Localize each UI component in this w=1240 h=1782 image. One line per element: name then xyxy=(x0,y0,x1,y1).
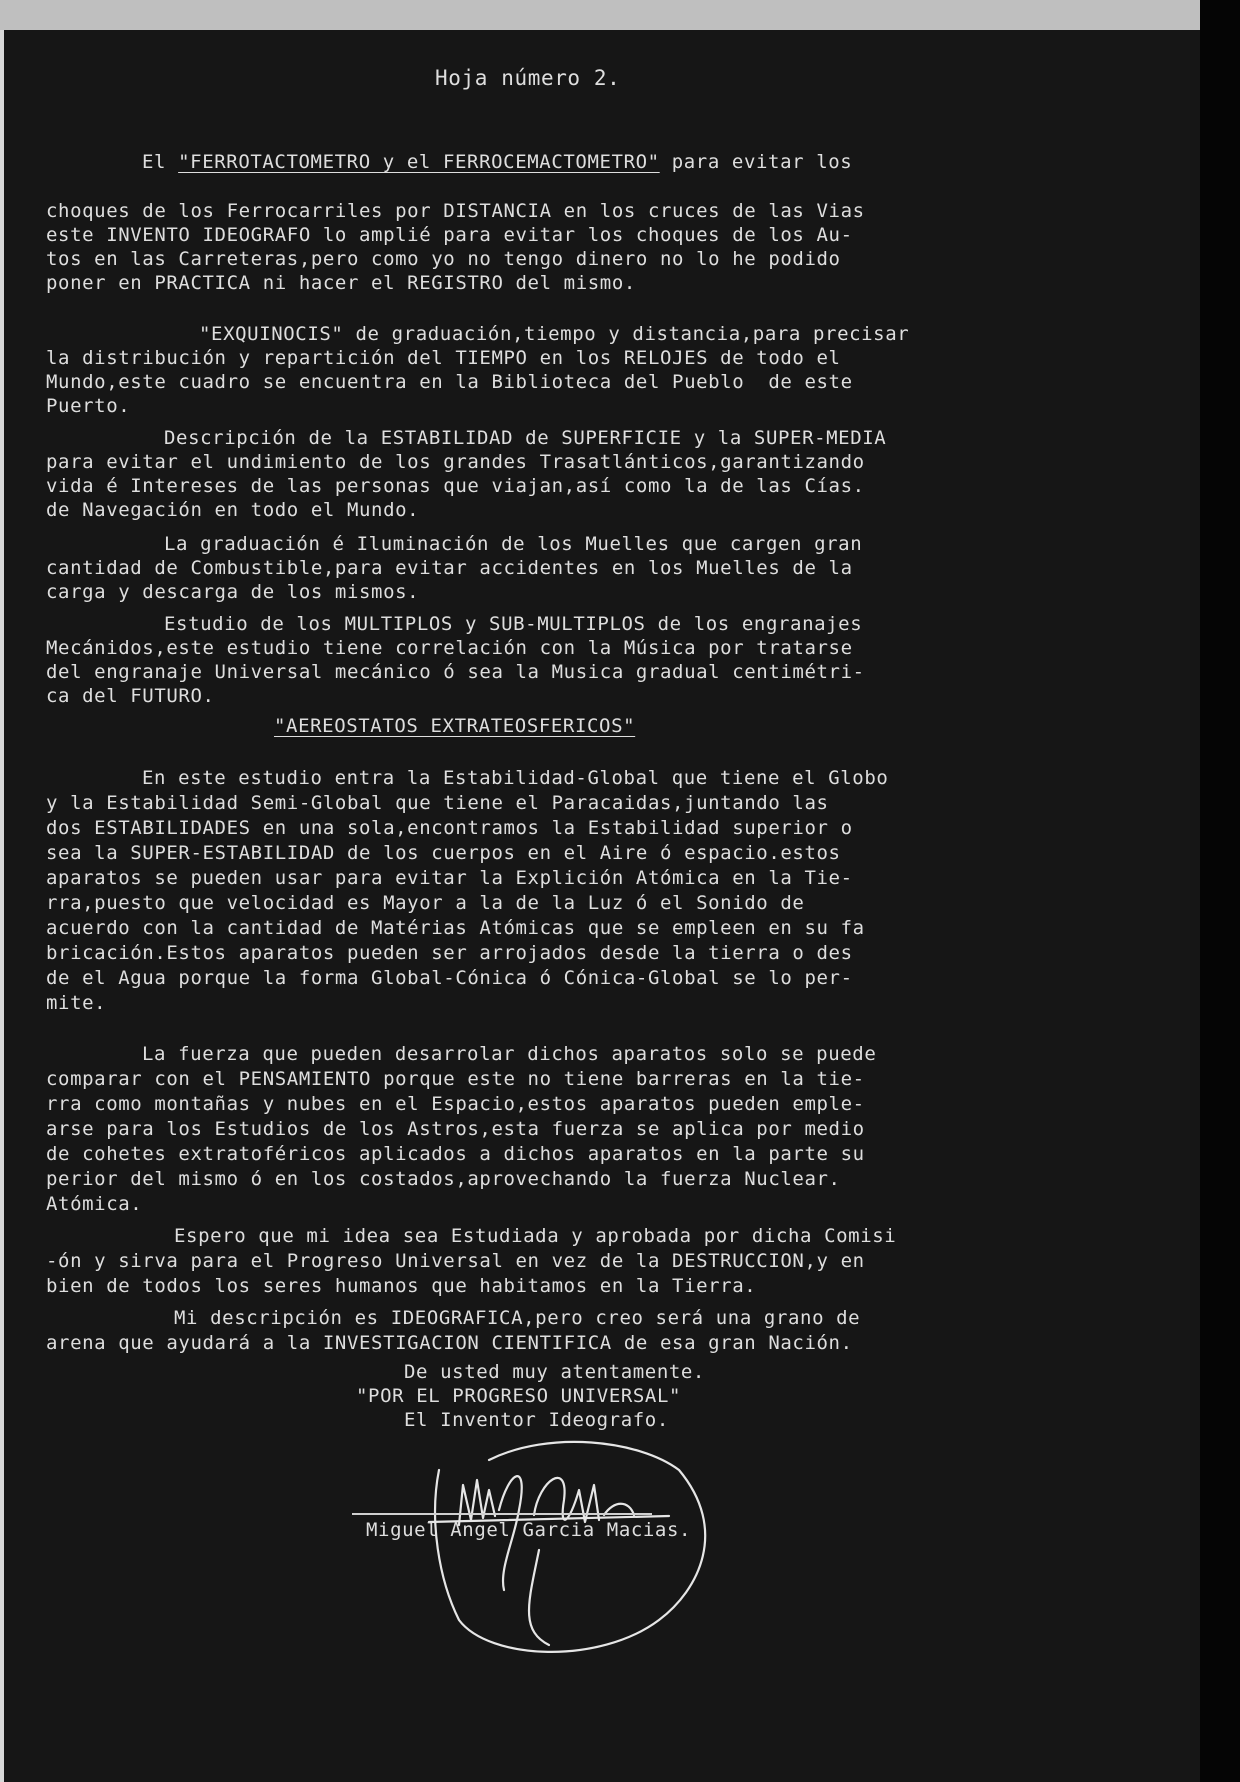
text-line: cantidad de Combustible,para evitar accidentes en los Muelles de la xyxy=(46,557,853,579)
document-heading xyxy=(142,150,852,174)
signature-name: Miguel Angel Garcia Macias. xyxy=(366,1519,692,1541)
text-line: perior del mismo ó en los costados,aprovechando la fuerza Nuclear. xyxy=(46,1168,841,1190)
text-line: arena que ayudará a la INVESTIGACION CIENTIFICA de esa gran Nación. xyxy=(46,1332,853,1354)
text-line: Estudio de los MULTIPLOS y SUB-MULTIPLOS de los engranajes xyxy=(164,613,863,635)
text-line: aparatos se pueden usar para evitar la Explición Atómica en la Tie- xyxy=(46,867,853,889)
text-line: dos ESTABILIDADES en una sola,encontramos la Estabilidad superior o xyxy=(46,817,853,839)
scan-margin xyxy=(1200,0,1240,1782)
text-line: tos en las Carreteras,pero como yo no tengo dinero no lo he podido xyxy=(46,248,841,270)
text-line: Descripción de la ESTABILIDAD de SUPERFICIE y la SUPER-MEDIA xyxy=(164,427,887,449)
text-line: de cohetes extratoféricos aplicados a dichos aparatos en la parte su xyxy=(46,1143,865,1165)
text-line: de el Agua porque la forma Global-Cónica ó Cónica-Global se lo per- xyxy=(46,967,853,989)
text-line: para evitar el undimiento de los grandes Trasatlánticos,garantizando xyxy=(46,451,865,473)
text-line: Mi descripción es IDEOGRAFICA,pero creo será una grano de xyxy=(174,1307,861,1329)
text-line: vida é Intereses de las personas que viajan,así como la de las Cías. xyxy=(46,475,865,497)
text-line: arse para los Estudios de los Astros,esta fuerza se aplica por medio xyxy=(46,1118,865,1140)
text-line: este INVENTO IDEOGRAFO lo amplié para evitar los choques de los Au- xyxy=(46,224,853,246)
text-line: "EXQUINOCIS" de graduación,tiempo y distancia,para precisar xyxy=(199,323,910,345)
text-line: sea la SUPER-ESTABILIDAD de los cuerpos en el Aire ó espacio.estos xyxy=(46,842,841,864)
heading-title: "FERROTACTOMETRO y el FERROCEMACTOMETRO" xyxy=(178,151,660,173)
text-line: rra como montañas y nubes en el Espacio,estos aparatos pueden emple- xyxy=(46,1093,865,1115)
text-line: del engranaje Universal mecánico ó sea la Musica gradual centimétri- xyxy=(46,661,865,683)
text-line: ca del FUTURO. xyxy=(46,685,215,707)
section-heading: "AEREOSTATOS EXTRATEOSFERICOS" xyxy=(274,715,636,737)
text-line: la distribución y repartición del TIEMPO en los RELOJES de todo el xyxy=(46,347,841,369)
page-header: Hoja número 2. xyxy=(435,66,621,90)
text-line: Atómica. xyxy=(46,1193,143,1215)
heading-suffix: para evitar los xyxy=(659,151,853,173)
text-line: Puerto. xyxy=(46,395,131,417)
text-line: La graduación é Iluminación de los Muelles que cargen gran xyxy=(164,533,863,555)
text-line: y la Estabilidad Semi-Global que tiene el Paracaidas,juntando las xyxy=(46,792,829,814)
handwritten-signature xyxy=(399,1430,779,1670)
text-line: choques de los Ferrocarriles por DISTANCIA en los cruces de las Vias xyxy=(46,200,865,222)
text-line: En este estudio entra la Estabilidad-Global que tiene el Globo xyxy=(142,767,889,789)
text-line: La fuerza que pueden desarrolar dichos aparatos solo se puede xyxy=(142,1043,877,1065)
text-line: -ón y sirva para el Progreso Universal en vez de la DESTRUCCION,y en xyxy=(46,1250,865,1272)
typewritten-page xyxy=(4,30,1200,1782)
text-line: carga y descarga de los mismos. xyxy=(46,581,420,603)
text-line: Mundo,este cuadro se encuentra en la Biblioteca del Pueblo de este xyxy=(46,371,853,393)
scan-top-border xyxy=(0,0,1240,30)
text-line: poner en PRACTICA ni hacer el REGISTRO del mismo. xyxy=(46,272,636,294)
text-line: bien de todos los seres humanos que habitamos en la Tierra. xyxy=(46,1275,757,1297)
text-line: acuerdo con la cantidad de Matérias Atómicas que se empleen en su fa xyxy=(46,917,865,939)
heading-prefix: El xyxy=(142,151,179,173)
closing-signature-title: El Inventor Ideografo. xyxy=(404,1409,669,1431)
text-line: comparar con el PENSAMIENTO porque este no tiene barreras en la tie- xyxy=(46,1068,865,1090)
text-line: Espero que mi idea sea Estudiada y aprobada por dicha Comisi xyxy=(174,1225,897,1247)
signature-rule xyxy=(352,1513,652,1515)
text-line: Mecánidos,este estudio tiene correlación con la Música por tratarse xyxy=(46,637,853,659)
closing-motto: "POR EL PROGRESO UNIVERSAL" xyxy=(356,1385,682,1407)
text-line: bricación.Estos aparatos pueden ser arrojados desde la tierra o des xyxy=(46,942,853,964)
text-line: rra,puesto que velocidad es Mayor a la de la Luz ó el Sonido de xyxy=(46,892,805,914)
closing-line: De usted muy atentamente. xyxy=(404,1361,705,1383)
text-line: de Navegación en todo el Mundo. xyxy=(46,499,420,521)
text-line: mite. xyxy=(46,992,107,1014)
